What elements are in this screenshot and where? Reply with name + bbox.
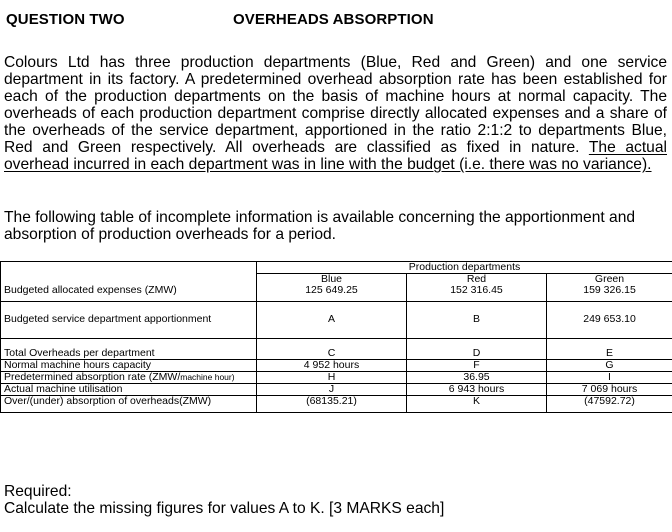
cell-red: D (407, 339, 547, 360)
intro-paragraph (4, 54, 667, 173)
required-text: Calculate the missing figures for values A to K. [3 MARKS each] (4, 500, 445, 517)
cell-red: B (407, 302, 547, 339)
cell-green: (47592.72) (547, 396, 672, 413)
column-header-green: Green (547, 274, 672, 286)
row-label-main: Predetermined absorption rate (ZMW/ (4, 371, 181, 383)
cell-red: 6 943 hours (407, 384, 547, 396)
cell-red: K (407, 396, 547, 413)
column-header-blue: Blue (257, 274, 407, 286)
cell-red: 36.95 (407, 372, 547, 384)
question-topic: OVERHEADS ABSORPTION (233, 11, 434, 28)
required-label: Required: (4, 483, 72, 500)
cell-blue: H (257, 372, 407, 384)
cell-green: 249 653.10 (547, 302, 672, 339)
row-label (1, 372, 257, 384)
header-spacer (1, 274, 257, 286)
row-label: Actual machine utilisation (1, 384, 257, 396)
intro-text: Colours Ltd has three production departments (Blue, Red and Green) and one service department in its factory. A predetermined overhead absorption rate has been established for each of the production departments on the basis of machine hours at normal capacity. The overheads of each production department comprise directly allocated expenses and a share of the overheads of the service department, apportioned in the ratio 2:1:2 to departments Blue, Red and Green respectively. All overheads are classified as fixed in nature. (4, 54, 667, 156)
cell-green: E (547, 339, 672, 360)
row-label-unit: machine hour) (180, 372, 235, 382)
row-label: Over/(under) absorption of overheads(ZMW) (1, 396, 257, 413)
cell-green: 159 326.15 (547, 285, 672, 302)
cell-blue: A (257, 302, 407, 339)
cell-blue: 4 952 hours (257, 360, 407, 372)
row-label: Budgeted service department apportionment (1, 302, 257, 339)
cell-green: I (547, 372, 672, 384)
cell-green: 7 069 hours (547, 384, 672, 396)
table-intro-paragraph: The following table of incomplete information is available concerning the apportionment and absorption of production overheads for a period. (4, 209, 636, 243)
overheads-table (0, 261, 672, 413)
cell-blue: C (257, 339, 407, 360)
row-label: Normal machine hours capacity (1, 360, 257, 372)
cell-green: G (547, 360, 672, 372)
cell-blue: (68135.21) (257, 396, 407, 413)
intro-underlined-text: The actual overhead incurred in each department was in line with the budget (i.e. there was no variance). (4, 139, 667, 173)
question-label: QUESTION TWO (6, 11, 125, 28)
cell-blue: 125 649.25 (257, 285, 407, 302)
cell-red: F (407, 360, 547, 372)
cell-blue: J (257, 384, 407, 396)
row-label: Total Overheads per department (1, 339, 257, 360)
table-corner-cell (1, 262, 257, 274)
group-header: Production departments (257, 262, 672, 274)
cell-red: 152 316.45 (407, 285, 547, 302)
column-header-red: Red (407, 274, 547, 286)
row-label: Budgeted allocated expenses (ZMW) (1, 285, 257, 302)
